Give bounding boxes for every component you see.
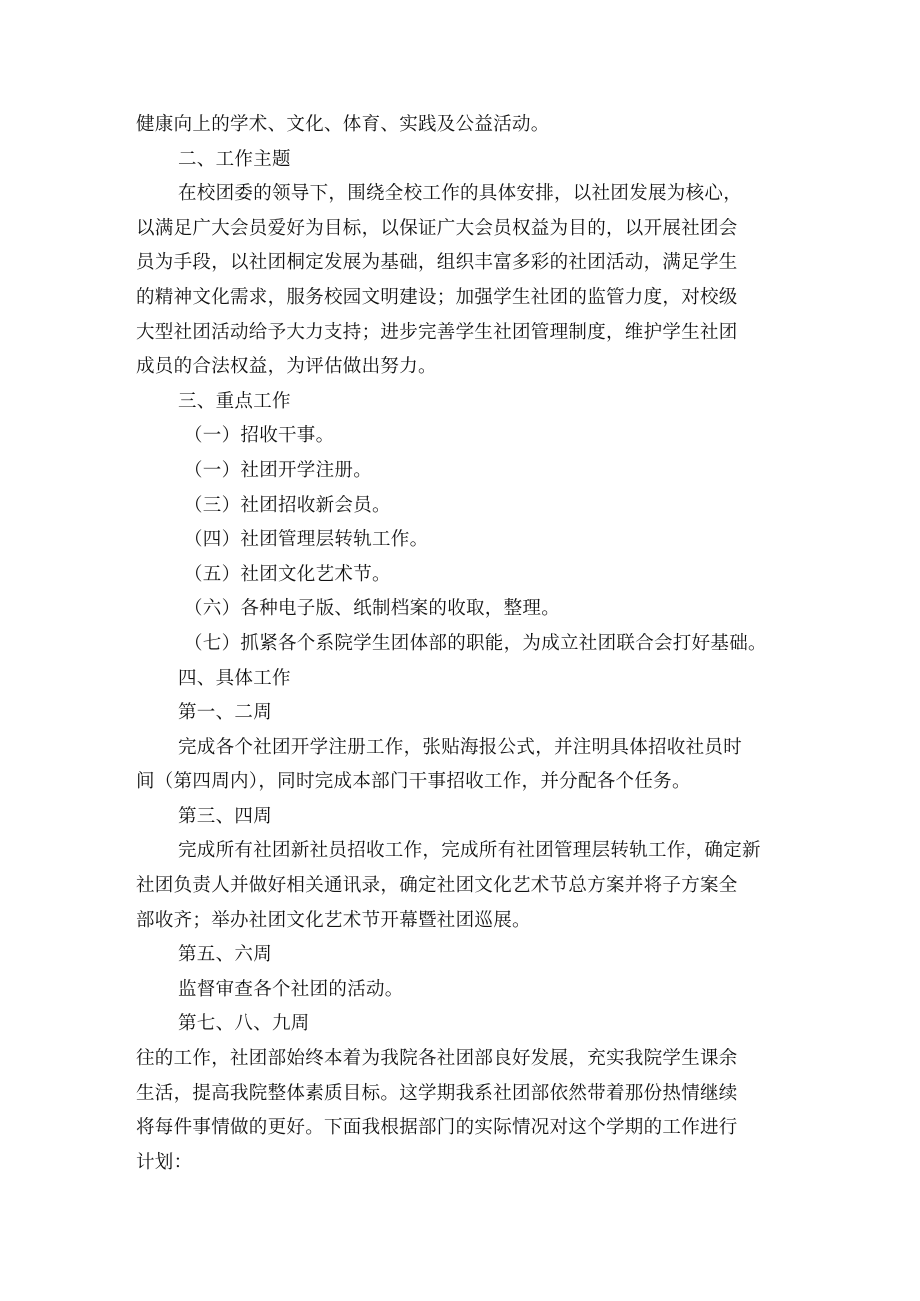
week-heading: 第七、八、九周 [178, 1013, 310, 1035]
list-item: （一）招收干事。 [184, 425, 335, 447]
paragraph-line: 以满足广大会员爱好为目标，以保证广大会员权益为目的，以开展社团会 [136, 217, 738, 239]
paragraph-line: 间（第四周内），同时完成本部门干事招收工作，并分配各个任务。 [136, 771, 691, 793]
list-item: （一）社团开学注册。 [184, 459, 373, 481]
list-item: （四）社团管理层转轨工作。 [184, 529, 429, 551]
paragraph-line: 部收齐；举办社团文化艺术节开幕暨社团巡展。 [136, 909, 531, 931]
paragraph-line: 完成所有社团新社员招收工作，完成所有社团管理层转轨工作，确定新 [178, 840, 761, 862]
section-heading-specific-work: 四、具体工作 [178, 667, 291, 689]
section-heading-work-theme: 二、工作主题 [178, 148, 291, 170]
list-item: （七）抓紧各个系院学生团体部的职能，为成立社团联合会打好基础。 [184, 632, 767, 654]
paragraph-line: 往的工作，社团部始终本着为我院各社团部良好发展，充实我院学生课余 [136, 1048, 738, 1070]
document-body [136, 108, 792, 1180]
paragraph-line: 大型社团活动给予大力支持；进步完善学生社团管理制度，维护学生社团 [136, 321, 738, 343]
paragraph-line: 在校团委的领导下，围绕全校工作的具体安排，以社团发展为核心， [178, 183, 743, 205]
paragraph-line: 监督审查各个社团的活动。 [178, 978, 404, 1000]
paragraph-line: 计划： [136, 1151, 193, 1173]
paragraph-line: 将每件事情做的更好。下面我根据部门的实际情况对这个学期的工作进行 [136, 1117, 738, 1139]
paragraph-line: 完成各个社团开学注册工作，张贴海报公式，并注明具体招收社员时 [178, 736, 743, 758]
paragraph-line: 成员的合法权益，为评估做出努力。 [136, 356, 437, 378]
paragraph-line: 社团负责人并做好相关通讯录，确定社团文化艺术节总方案并将子方案全 [136, 875, 738, 897]
paragraph-line: 健康向上的学术、文化、体育、实践及公益活动。 [136, 114, 550, 135]
paragraph-line: 生活，提高我院整体素质目标。这学期我系社团部依然带着那份热情继续 [136, 1082, 738, 1104]
list-item: （三）社团招收新会员。 [184, 494, 391, 516]
week-heading: 第三、四周 [178, 805, 273, 827]
section-heading-key-work: 三、重点工作 [178, 390, 291, 412]
list-item: （五）社团文化艺术节。 [184, 563, 391, 585]
paragraph-line: 员为手段，以社团桐定发展为基础，组织丰富多彩的社团活动，满足学生 [136, 252, 738, 274]
week-heading: 第五、六周 [178, 944, 273, 966]
list-item: （六）各种电子版、纸制档案的收取，整理。 [184, 598, 561, 620]
week-heading: 第一、二周 [178, 702, 273, 724]
paragraph-line: 的精神文化需求，服务校园文明建设；加强学生社团的监管力度，对校级 [136, 286, 738, 308]
